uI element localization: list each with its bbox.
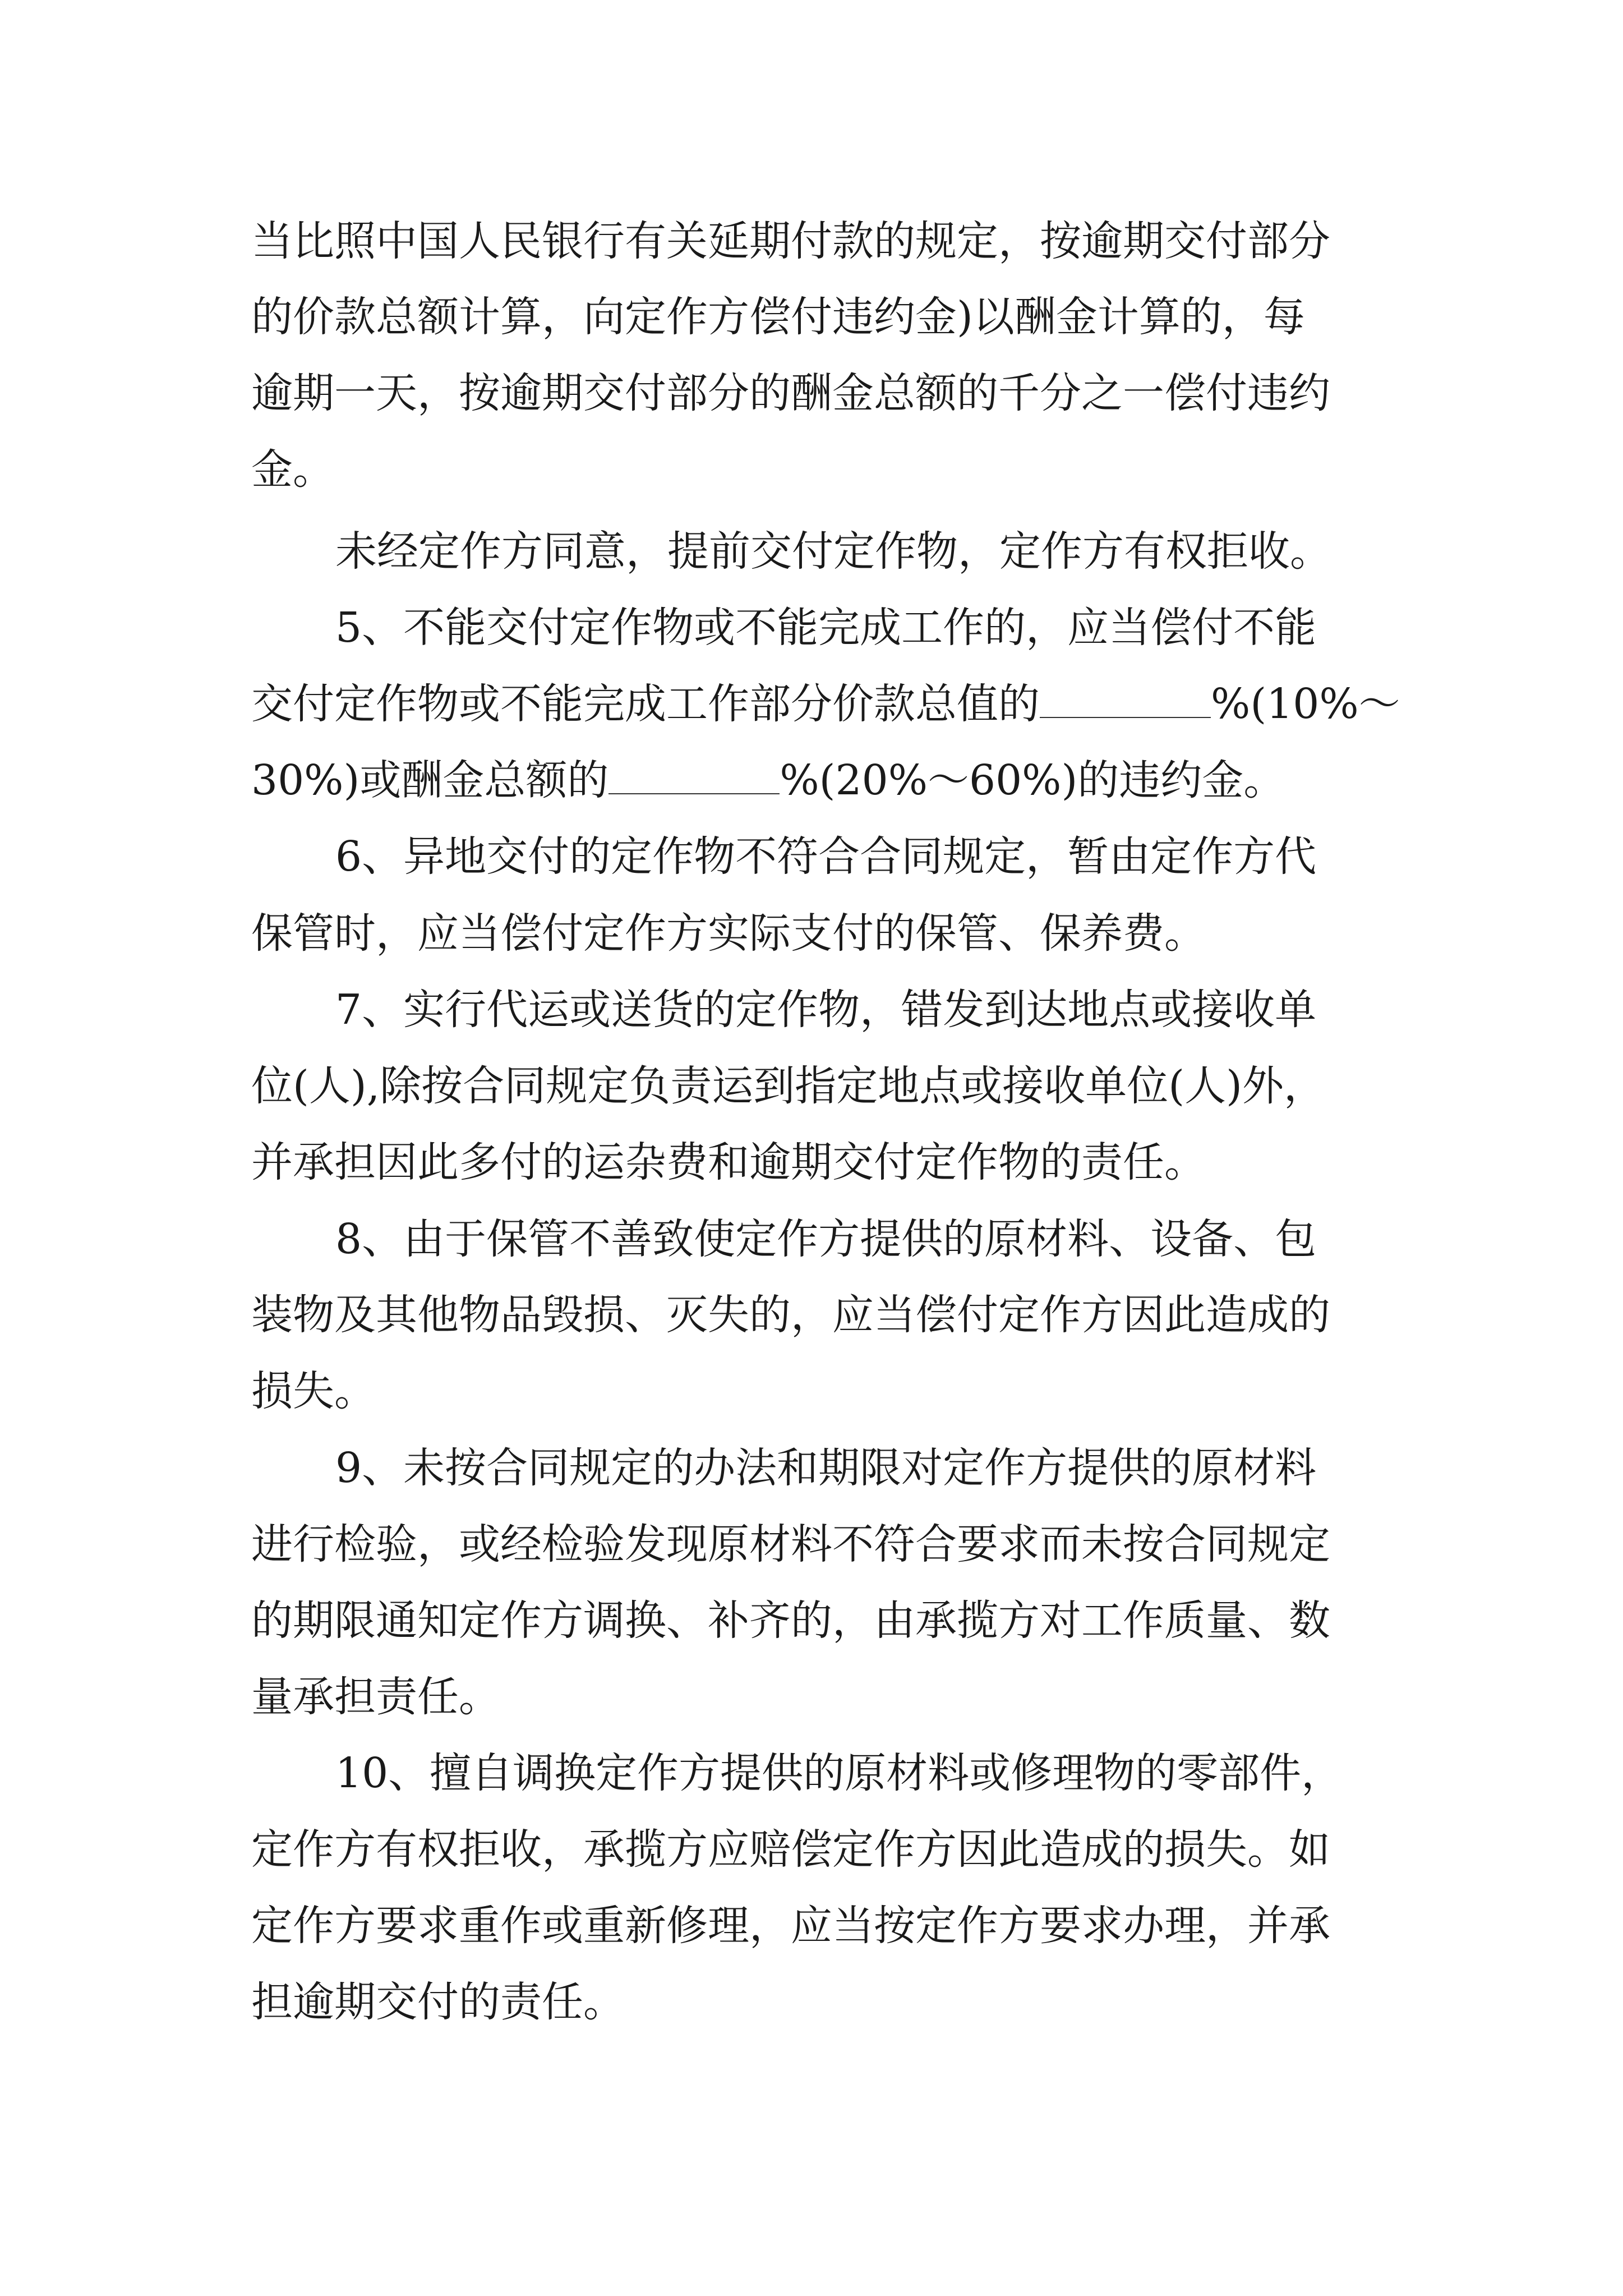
fill-in-blank	[1040, 683, 1211, 718]
clause-10-line: 10、擅自调换定作方提供的原材料或修理物的零部件，	[335, 1749, 1343, 1797]
clause-10-line: 定作方要求重作或重新修理，应当按定作方要求办理，并承	[251, 1902, 1330, 1950]
clause-5-text: 30%)或酬金总额的	[251, 756, 609, 804]
clause-9-line: 9、未按合同规定的办法和期限对定作方提供的原材料	[335, 1444, 1317, 1492]
clause-9-line: 的期限通知定作方调换、补齐的，由承揽方对工作质量、数	[251, 1596, 1330, 1645]
clause-5-text: 交付定作物或不能完成工作部分价款总值的	[251, 680, 1040, 728]
paragraph-line: 未经定作方同意，提前交付定作物，定作方有权拒收。	[335, 527, 1331, 576]
clause-8-line: 8、由于保管不善致使定作方提供的原材料、设备、包	[335, 1215, 1317, 1263]
clause-5-text: %(20%～60%)的违约金。	[780, 756, 1285, 804]
clause-6-line: 保管时，应当偿付定作方实际支付的保管、保养费。	[251, 909, 1206, 958]
clause-7-line: 7、实行代运或送货的定作物，错发到达地点或接收单	[335, 986, 1317, 1034]
clause-7-line: 并承担因此多付的运杂费和逾期交付定作物的责任。	[251, 1138, 1206, 1186]
text-line: 当比照中国人民银行有关延期付款的规定，按逾期交付部分	[251, 217, 1330, 265]
clause-5-line	[251, 680, 1400, 728]
clause-8-line: 装物及其他物品毁损、灭失的，应当偿付定作方因此造成的	[251, 1291, 1330, 1339]
clause-7-line: 位(人),除按合同规定负责运到指定地点或接收单位(人)外，	[251, 1062, 1325, 1110]
clause-5-line	[251, 756, 1285, 804]
clause-10-line: 担逾期交付的责任。	[251, 1978, 625, 2026]
clause-9-line: 量承担责任。	[251, 1673, 500, 1721]
clause-9-line: 进行检验，或经检验发现原材料不符合要求而未按合同规定	[251, 1520, 1330, 1568]
clause-10-line: 定作方有权拒收，承揽方应赔偿定作方因此造成的损失。如	[251, 1825, 1330, 1874]
text-line: 逾期一天，按逾期交付部分的酬金总额的千分之一偿付违约	[251, 369, 1330, 417]
text-line: 的价款总额计算，向定作方偿付违约金)以酬金计算的，每	[251, 293, 1305, 341]
clause-8-line: 损失。	[251, 1367, 376, 1415]
clause-5-text: %(10%～	[1211, 680, 1400, 728]
text-line: 金。	[251, 445, 334, 494]
fill-in-blank	[608, 760, 780, 794]
clause-5-line: 5、不能交付定作物或不能完成工作的，应当偿付不能	[335, 604, 1317, 652]
clause-6-line: 6、异地交付的定作物不符合合同规定，暂由定作方代	[335, 832, 1317, 881]
